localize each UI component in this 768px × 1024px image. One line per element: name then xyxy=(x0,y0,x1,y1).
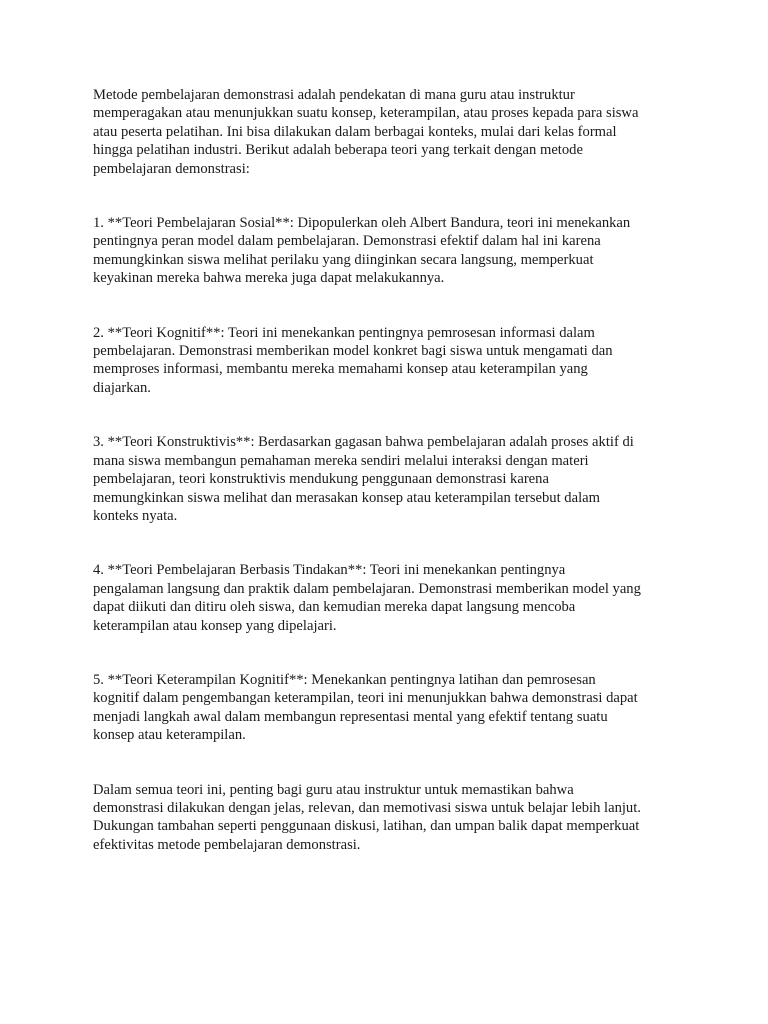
document-page xyxy=(93,86,683,854)
closing-paragraph: Dalam semua teori ini, penting bagi guru atau instruktur untuk memastikan bahwa demonstrasi dilakukan dengan jelas, relevan, dan memotivasi siswa untuk belajar lebih lanjut. Dukungan tambahan seperti penggunaan diskusi, latihan, dan umpan balik dapat memperkuat efektivitas metode pembelajaran demonstrasi. xyxy=(93,781,641,853)
theory-item-5: 5. **Teori Keterampilan Kognitif**: Menekankan pentingnya latihan dan pemrosesan kognitif dalam pengembangan keterampilan, teori ini menunjukkan bahwa demonstrasi dapat menjadi langkah awal dalam membangun representasi mental yang efektif tentang suatu konsep atau keterampilan. xyxy=(93,671,638,744)
theory-item-3: 3. **Teori Konstruktivis**: Berdasarkan gagasan bahwa pembelajaran adalah proses aktif di mana siswa membangun pemahaman mereka sendiri melalui interaksi dengan materi pembelajaran, teori konstruktivis mendukung penggunaan demonstrasi karena memungkinkan siswa melihat dan merasakan konsep atau keterampilan tersebut dalam konteks nyata. xyxy=(93,434,634,524)
theory-item-1: 1. **Teori Pembelajaran Sosial**: Dipopulerkan oleh Albert Bandura, teori ini menekankan pentingnya peran model dalam pembelajaran. Demonstrasi efektif dalam hal ini karena memungkinkan siswa melihat perilaku yang diinginkan secara langsung, memperkuat keyakinan mereka bahwa mereka juga dapat melakukannya. xyxy=(93,215,631,287)
theory-item-4: 4. **Teori Pembelajaran Berbasis Tindakan**: Teori ini menekankan pentingnya pengalaman langsung dan praktik dalam pembelajaran. Demonstrasi memberikan model yang dapat diikuti dan ditiru oleh siswa, dan kemudian mereka dapat langsung mencoba keterampilan atau konsep yang dipelajari. xyxy=(93,562,641,634)
theory-item-2: 2. **Teori Kognitif**: Teori ini menekankan pentingnya pemrosesan informasi dalam pembelajaran. Demonstrasi memberikan model konkret bagi siswa untuk mengamati dan memproses informasi, membantu mereka memahami konsep atau keterampilan yang diajarkan. xyxy=(93,324,613,396)
intro-paragraph: Metode pembelajaran demonstrasi adalah pendekatan di mana guru atau instruktur memperagakan atau menunjukkan suatu konsep, keterampilan, atau proses kepada para siswa atau peserta pelatihan. Ini bisa dilakukan dalam berbagai konteks, mulai dari kelas formal hingga pelatihan industri. Berikut adalah beberapa teori yang terkait dengan metode pembelajaran demonstrasi: xyxy=(93,87,639,177)
